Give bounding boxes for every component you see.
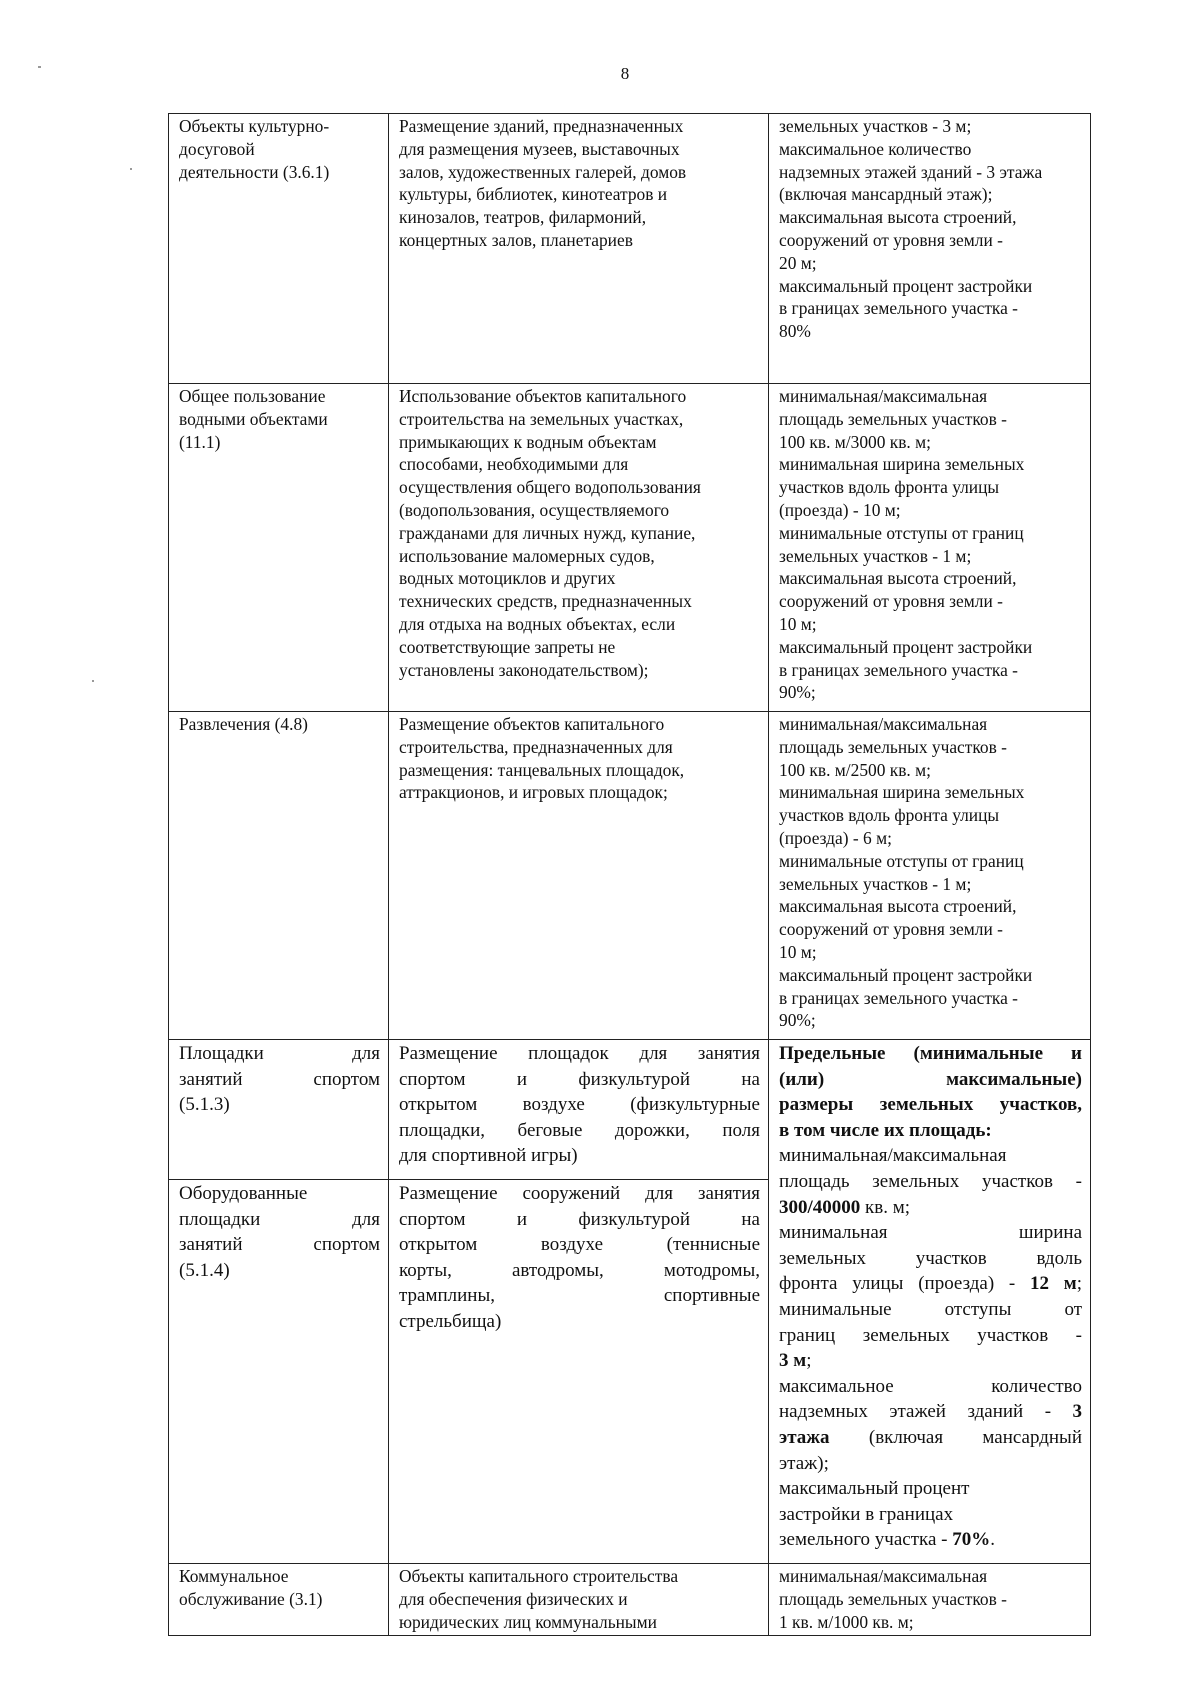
parameter-line: (проезда) - 10 м;	[779, 499, 901, 520]
parameter-line: в границах земельного участка -	[779, 987, 1018, 1008]
table-row	[169, 114, 1091, 384]
description-line: соответствующие запреты не	[399, 636, 616, 657]
parameter-line: 80%	[779, 321, 811, 342]
parameter-line: сооружений от уровня земли -	[779, 919, 1003, 940]
use-type-cell	[169, 384, 389, 712]
use-type-line: водными объектами	[179, 408, 328, 429]
parameter-line: площадь земельных участков -	[779, 1170, 1082, 1192]
parameter-line: участков вдоль фронта улицы	[779, 477, 1000, 498]
parameter-line: минимальная/максимальная	[779, 386, 988, 406]
parameter-line	[779, 1425, 1082, 1451]
floors-tail: (включая мансардный	[829, 1426, 1082, 1448]
description-line: Размещение зданий, предназначенных	[399, 116, 684, 136]
description-line: установлены законодательством);	[399, 659, 649, 680]
parameter-line: минимальная/максимальная	[779, 1145, 1007, 1167]
parameter-line: минимальные отступы от границ	[779, 522, 1024, 543]
coverage-label-tail: земельного участка -	[779, 1529, 953, 1551]
parameter-line: минимальная ширина земельных	[779, 454, 1025, 475]
parameter-line: надземных этажей зданий - 3 этажа	[779, 161, 1043, 182]
table-row	[169, 384, 1091, 712]
description-line: открытом воздухе (теннисные	[399, 1234, 760, 1256]
description-line: трамплины, спортивные	[399, 1285, 760, 1307]
area-unit: кв. м;	[860, 1196, 911, 1218]
parameter-line: площадь земельных участков -	[779, 736, 1007, 757]
use-type-line: деятельности (3.6.1)	[179, 161, 330, 182]
description-line: спортом и физкультурой на	[399, 1208, 760, 1230]
parameters-heading-line: Предельные (минимальные и	[779, 1043, 1082, 1064]
description-cell	[389, 114, 769, 384]
description-cell	[389, 1564, 769, 1636]
parameter-line: минимальные отступы от границ	[779, 850, 1024, 871]
parameter-line: площадь земельных участков -	[779, 408, 1007, 429]
coverage-value: 70%	[952, 1529, 991, 1551]
parameter-line: этаж);	[779, 1452, 829, 1474]
description-line: Размещение сооружений для занятия	[399, 1183, 760, 1204]
use-type-line: Оборудованные	[179, 1183, 308, 1204]
description-line: корты, автодромы, мотодромы,	[399, 1259, 760, 1281]
description-line: Объекты капитального строительства	[399, 1566, 679, 1586]
use-type-line: обслуживание (3.1)	[179, 1588, 323, 1609]
table-row	[169, 712, 1091, 1040]
parameter-line: максимальный процент застройки	[779, 964, 1033, 985]
use-type-line: (11.1)	[179, 431, 221, 452]
parameter-line: максимальная высота строений,	[779, 568, 1017, 589]
parameter-line: минимальная ширина	[779, 1222, 1082, 1244]
parameter-line	[779, 1348, 1082, 1374]
width-end: ;	[1076, 1273, 1082, 1295]
parameter-line: 100 кв. м/2500 кв. м;	[779, 759, 931, 780]
use-type-cell	[169, 1564, 389, 1636]
description-line: строительства на земельных участках,	[399, 408, 684, 429]
description-line: юридических лиц коммунальными	[399, 1611, 657, 1632]
description-line: технических средств, предназначенных	[399, 591, 692, 612]
parameter-line: минимальная/максимальная	[779, 1566, 988, 1586]
parameter-line: 20 м;	[779, 252, 817, 273]
parameter-line: максимальная высота строений,	[779, 207, 1017, 228]
setback-value: 3 м	[779, 1350, 807, 1372]
parameter-line: земельных участков вдоль	[779, 1247, 1082, 1269]
description-line: для отдыха на водных объектах, если	[399, 613, 676, 634]
parameter-line: 10 м;	[779, 613, 817, 634]
description-line: спортом и физкультурой на	[399, 1068, 760, 1090]
parameter-line	[779, 1527, 1082, 1553]
parameter-line: 100 кв. м/3000 кв. м;	[779, 431, 931, 452]
description-line: стрельбища)	[399, 1310, 502, 1332]
parameter-line	[779, 1271, 1082, 1297]
use-type-line: занятий спортом	[179, 1234, 380, 1256]
parameter-line: 90%;	[779, 682, 816, 703]
land-use-table	[168, 113, 1091, 1636]
parameter-line: 10 м;	[779, 941, 817, 962]
description-line: примыкающих к водным объектам	[399, 431, 657, 452]
parameter-line	[779, 1195, 1082, 1221]
floors-value-b: этажа	[779, 1426, 830, 1448]
parameters-cell	[769, 1564, 1091, 1636]
use-type-line: (5.1.3)	[179, 1094, 230, 1116]
description-line: (водопользования, осуществляемого	[399, 499, 670, 520]
parameter-line: сооружений от уровня земли -	[779, 229, 1003, 250]
description-line: для размещения музеев, выставочных	[399, 138, 680, 159]
parameter-line: в границах земельного участка -	[779, 298, 1018, 319]
use-type-line: Площадки для	[179, 1043, 380, 1064]
setback-end: ;	[806, 1350, 812, 1372]
use-type-line: площадки для	[179, 1208, 380, 1230]
use-type-line: занятий спортом	[179, 1068, 380, 1090]
parameter-line: 90%;	[779, 1010, 816, 1031]
description-line: для обеспечения физических и	[399, 1588, 628, 1609]
parameter-line: максимальный процент застройки	[779, 636, 1033, 657]
description-line: водных мотоциклов и других	[399, 568, 616, 589]
parameter-line: земельных участков - 3 м;	[779, 116, 972, 136]
parameters-heading-line: (или) максимальные)	[779, 1068, 1082, 1090]
parameters-cell	[769, 712, 1091, 1040]
parameter-line: минимальная ширина земельных	[779, 782, 1025, 803]
use-type-cell	[169, 712, 389, 1040]
width-label-tail: фронта улицы (проезда) -	[779, 1273, 1031, 1295]
description-cell	[389, 712, 769, 1040]
parameter-line: участков вдоль фронта улицы	[779, 805, 1000, 826]
parameter-line: максимальное количество	[779, 1375, 1082, 1397]
description-line: размещения: танцевальных площадок,	[399, 759, 685, 780]
description-line: аттракционов, и игровых площадок;	[399, 782, 668, 803]
description-line: строительства, предназначенных для	[399, 736, 673, 757]
use-type-line: Коммунальное	[179, 1566, 289, 1586]
parameter-line: (включая мансардный этаж);	[779, 184, 993, 205]
parameter-line	[779, 1399, 1082, 1425]
area-value: 300/40000	[779, 1196, 861, 1218]
description-line: залов, художественных галерей, домов	[399, 161, 687, 182]
description-line: культуры, библиотек, кинотеатров и	[399, 184, 668, 205]
description-cell	[389, 384, 769, 712]
description-line: Размещение площадок для занятия	[399, 1043, 760, 1064]
parameter-line: максимальное количество	[779, 138, 972, 159]
scan-speck	[92, 680, 94, 682]
parameter-line: максимальная высота строений,	[779, 896, 1017, 917]
description-line: использование маломерных судов,	[399, 545, 655, 566]
description-line: Использование объектов капитального	[399, 386, 687, 406]
parameter-line: границ земельных участков -	[779, 1324, 1082, 1346]
use-type-cell	[169, 1180, 389, 1564]
description-line: площадки, беговые дорожки, поля	[399, 1119, 760, 1141]
use-type-line: досуговой	[179, 138, 255, 159]
parameter-line: 1 кв. м/1000 кв. м;	[779, 1611, 914, 1632]
description-line: для спортивной игры)	[399, 1145, 578, 1167]
parameters-heading-line: размеры земельных участков,	[779, 1094, 1082, 1116]
table-row	[169, 1040, 1091, 1180]
parameter-line: (проезда) - 6 м;	[779, 827, 892, 848]
use-type-line: Развлечения (4.8)	[179, 714, 308, 734]
scan-speck	[38, 66, 41, 68]
parameter-line: застройки в границах	[779, 1503, 954, 1525]
parameter-line: минимальная/максимальная	[779, 714, 988, 734]
floors-value-a: 3	[1072, 1401, 1082, 1423]
parameter-line: площадь земельных участков -	[779, 1588, 1007, 1609]
floors-label: надземных этажей зданий -	[779, 1401, 1073, 1423]
coverage-end: .	[990, 1529, 995, 1551]
scan-speck	[130, 168, 132, 170]
description-cell	[389, 1040, 769, 1180]
parameter-line: земельных участков - 1 м;	[779, 545, 972, 566]
description-line: концертных залов, планетариев	[399, 229, 633, 250]
use-type-line: Объекты культурно-	[179, 116, 330, 136]
parameters-heading-line: в том числе их площадь:	[779, 1119, 992, 1141]
parameter-line: сооружений от уровня земли -	[779, 591, 1003, 612]
use-type-cell	[169, 1040, 389, 1180]
description-line: Размещение объектов капитального	[399, 714, 665, 734]
use-type-line: (5.1.4)	[179, 1259, 230, 1281]
parameter-line: максимальный процент застройки	[779, 275, 1033, 296]
description-line: открытом воздухе (физкультурные	[399, 1094, 760, 1116]
description-line: осуществления общего водопользования	[399, 477, 701, 498]
parameters-cell	[769, 384, 1091, 712]
parameter-line: земельных участков - 1 м;	[779, 873, 972, 894]
parameter-line: в границах земельного участка -	[779, 659, 1018, 680]
parameter-line: максимальный процент	[779, 1478, 970, 1500]
description-line: способами, необходимыми для	[399, 454, 629, 475]
parameter-line: минимальные отступы от	[779, 1298, 1082, 1320]
page-number: 8	[620, 64, 630, 83]
description-cell	[389, 1180, 769, 1564]
description-line: кинозалов, театров, филармоний,	[399, 207, 647, 228]
use-type-cell	[169, 114, 389, 384]
width-value: 12 м	[1030, 1273, 1077, 1295]
description-line: гражданами для личных нужд, купание,	[399, 522, 696, 543]
table-row	[169, 1564, 1091, 1636]
parameters-cell	[769, 114, 1091, 384]
parameters-cell	[769, 1040, 1091, 1564]
use-type-line: Общее пользование	[179, 386, 326, 406]
